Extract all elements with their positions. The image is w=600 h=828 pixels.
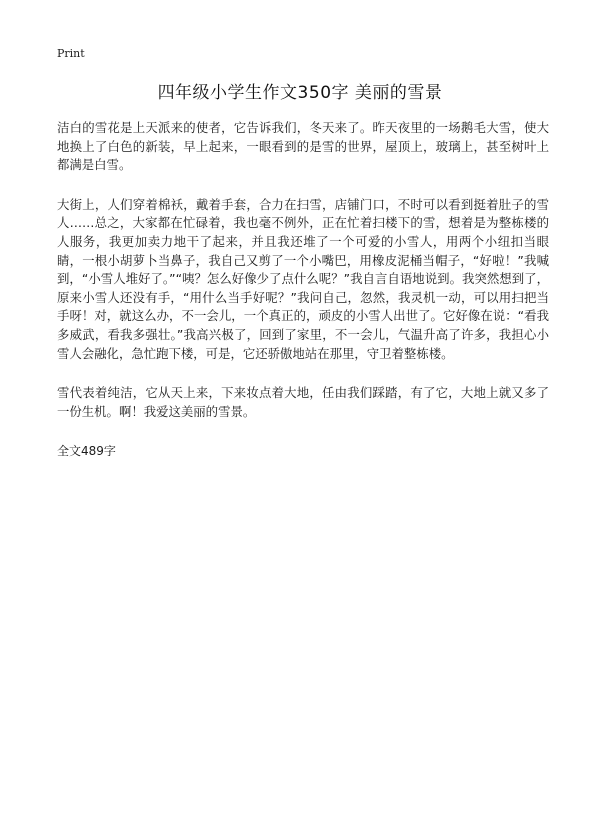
paragraph-2: 大街上，人们穿着棉袄，戴着手套，合力在扫雪，店铺门口，不时可以看到挺着肚子的雪人……总之，大家都在忙碌着，我也毫不例外，正在忙着扫楼下的雪，想着是为整栋楼的人服务，我更加卖力地干了起来，并且我还堆了一个可爱的小雪人，用两个小纽扣当眼睛，一根小胡萝卜当鼻子，我自己又剪了一个小嘴巴，用橡皮泥桶当帽子，“好啦！”我喊到，“小雪人堆好了。”“咦？怎么好像少了点什么呢？”我自言自语地说到。我突然想到了，原来小雪人还没有手，“用什么当手好呢？”我问自己，忽然，我灵机一动，可以用扫把当手呀！对，就这么办，不一会儿，一个真正的，顽皮的小雪人出世了。它好像在说：“看我多威武，看我多强壮。”我高兴极了，回到了家里，不一会儿，气温升高了许多，我担心小雪人会融化，急忙跑下楼，可是，它还骄傲地站在那里，守卫着整栋楼。 [57,196,549,361]
paragraph-3: 雪代表着纯洁，它从天上来，下来妆点着大地，任由我们踩踏，有了它，大地上就又多了一份生机。啊！我爱这美丽的雪景。 [57,385,549,419]
article-body [57,119,549,460]
print-link[interactable]: Print [57,47,85,60]
page-title: 四年级小学生作文350字 美丽的雪景 [157,83,443,103]
word-count: 全文489字 [57,444,116,459]
paragraph-1: 洁白的雪花是上天派来的使者，它告诉我们，冬天来了。昨天夜里的一场鹅毛大雪，使大地换上了白色的新装，早上起来，一眼看到的是雪的世界，屋顶上，玻璃上，甚至树叶上都满是白雪。 [57,120,549,173]
